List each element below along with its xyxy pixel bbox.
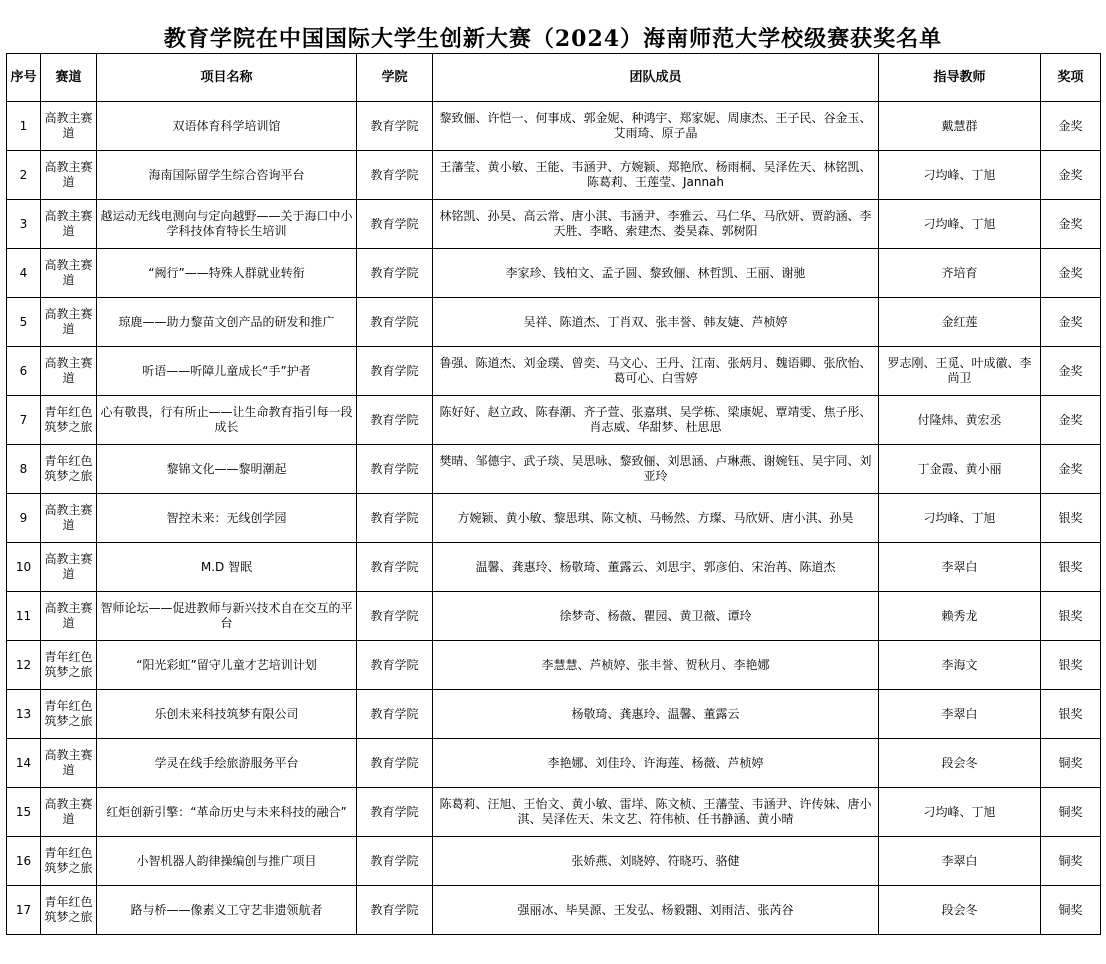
cell-project: 智师论坛——促进教师与新兴技术自在交互的平台 [97,592,357,641]
cell-no: 1 [7,102,41,151]
cell-tutor: 李翠白 [879,543,1041,592]
table-row [7,396,1101,445]
cell-tutor: 丁金霞、黄小丽 [879,445,1041,494]
cell-team: 李家珍、钱柏文、孟子圆、黎致俪、林哲凯、王丽、谢驰 [433,249,879,298]
table-row [7,151,1101,200]
cell-project: 小智机器人韵律操编创与推广项目 [97,837,357,886]
cell-track: 高教主赛道 [41,739,97,788]
cell-team: 李艳娜、刘佳玲、许海莲、杨薇、芦桢婷 [433,739,879,788]
cell-tutor: 段会冬 [879,739,1041,788]
cell-project: 黎锦文化——黎明潮起 [97,445,357,494]
cell-track: 青年红色筑梦之旅 [41,837,97,886]
cell-team: 樊晴、邹德宇、武子琰、吴思咏、黎致俪、刘思涵、卢琳燕、谢婉钰、吴宇同、刘亚玲 [433,445,879,494]
cell-school: 教育学院 [357,151,433,200]
cell-track: 青年红色筑梦之旅 [41,690,97,739]
cell-tutor: 刁均峰、丁旭 [879,151,1041,200]
cell-no: 10 [7,543,41,592]
cell-no: 15 [7,788,41,837]
cell-school: 教育学院 [357,886,433,935]
header-tutor: 指导教师 [879,54,1041,102]
table-row [7,494,1101,543]
cell-project: M.D 智眠 [97,543,357,592]
cell-team: 李慧慧、芦桢婷、张丰誉、贺秋月、李艳娜 [433,641,879,690]
cell-project: “阳光彩虹”留守儿童才艺培训计划 [97,641,357,690]
cell-award: 金奖 [1041,445,1101,494]
header-team: 团队成员 [433,54,879,102]
cell-tutor: 刁均峰、丁旭 [879,788,1041,837]
cell-award: 金奖 [1041,200,1101,249]
cell-school: 教育学院 [357,396,433,445]
cell-award: 铜奖 [1041,788,1101,837]
cell-track: 高教主赛道 [41,249,97,298]
cell-no: 14 [7,739,41,788]
cell-tutor: 赖秀龙 [879,592,1041,641]
cell-track: 高教主赛道 [41,102,97,151]
table-row [7,837,1101,886]
header-project: 项目名称 [97,54,357,102]
cell-project: 听语——听障儿童成长“手”护者 [97,347,357,396]
table-row [7,249,1101,298]
cell-no: 2 [7,151,41,200]
cell-project: 越运动无线电测向与定向越野——关于海口中小学科技体育特长生培训 [97,200,357,249]
cell-no: 4 [7,249,41,298]
cell-no: 5 [7,298,41,347]
cell-no: 16 [7,837,41,886]
cell-no: 8 [7,445,41,494]
cell-project: 琼鹿——助力黎苗文创产品的研发和推广 [97,298,357,347]
cell-tutor: 刁均峰、丁旭 [879,494,1041,543]
cell-school: 教育学院 [357,494,433,543]
cell-track: 青年红色筑梦之旅 [41,886,97,935]
cell-school: 教育学院 [357,445,433,494]
table-row [7,298,1101,347]
cell-tutor: 付隆炜、黄宏丞 [879,396,1041,445]
cell-track: 高教主赛道 [41,151,97,200]
cell-team: 陈葛莉、汪旭、王怡文、黄小敏、雷垟、陈文桢、王藩莹、韦涵尹、许传妹、唐小淇、吴泽佐天、朱文艺、符伟桢、任书静涵、黄小晴 [433,788,879,837]
cell-award: 金奖 [1041,347,1101,396]
cell-team: 徐梦奇、杨薇、瞿园、黄卫薇、谭玲 [433,592,879,641]
cell-track: 高教主赛道 [41,494,97,543]
cell-team: 杨敬琦、龚惠玲、温馨、董露云 [433,690,879,739]
cell-tutor: 金红莲 [879,298,1041,347]
header-no: 序号 [7,54,41,102]
header-row [7,54,1101,102]
cell-award: 金奖 [1041,298,1101,347]
cell-tutor: 李翠白 [879,690,1041,739]
cell-no: 3 [7,200,41,249]
cell-tutor: 李翠白 [879,837,1041,886]
table-row [7,102,1101,151]
cell-track: 高教主赛道 [41,592,97,641]
cell-no: 17 [7,886,41,935]
cell-school: 教育学院 [357,347,433,396]
awards-table [6,53,1101,935]
header-award: 奖项 [1041,54,1101,102]
cell-school: 教育学院 [357,298,433,347]
cell-tutor: 罗志刚、王觅、叶成徽、李尚卫 [879,347,1041,396]
cell-project: 智控未来：无线创学园 [97,494,357,543]
cell-school: 教育学院 [357,543,433,592]
table-row [7,641,1101,690]
cell-team: 温馨、龚惠玲、杨敬琦、董露云、刘思宇、郭彦伯、宋治苒、陈道杰 [433,543,879,592]
cell-project: 双语体育科学培训馆 [97,102,357,151]
cell-team: 林铭凯、孙昊、高云常、唐小淇、韦涵尹、李雅云、马仁华、马欣妍、贾韵涵、李天胜、李略、索建杰、娄昊森、郭树阳 [433,200,879,249]
table-row [7,886,1101,935]
cell-school: 教育学院 [357,788,433,837]
cell-team: 黎致俪、许恺一、何事成、郭金妮、种鸿宇、郑家妮、周康杰、王子民、谷金玉、艾雨琦、原子晶 [433,102,879,151]
cell-award: 铜奖 [1041,886,1101,935]
cell-tutor: 戴慧群 [879,102,1041,151]
cell-award: 金奖 [1041,151,1101,200]
cell-award: 金奖 [1041,102,1101,151]
cell-team: 强丽冰、毕昊源、王发弘、杨毅翾、刘雨洁、张芮谷 [433,886,879,935]
table-row [7,445,1101,494]
cell-award: 金奖 [1041,249,1101,298]
cell-no: 13 [7,690,41,739]
cell-project: “阙行”——特殊人群就业转衔 [97,249,357,298]
cell-no: 9 [7,494,41,543]
cell-no: 7 [7,396,41,445]
cell-no: 12 [7,641,41,690]
cell-project: 学灵在线手绘旅游服务平台 [97,739,357,788]
cell-team: 方婉颖、黄小敏、黎思琪、陈文桢、马畅然、方璨、马欣妍、唐小淇、孙昊 [433,494,879,543]
cell-award: 银奖 [1041,641,1101,690]
cell-school: 教育学院 [357,200,433,249]
cell-project: 乐创未来科技筑梦有限公司 [97,690,357,739]
cell-tutor: 刁均峰、丁旭 [879,200,1041,249]
cell-award: 金奖 [1041,396,1101,445]
table-row [7,739,1101,788]
cell-tutor: 李海文 [879,641,1041,690]
cell-track: 高教主赛道 [41,347,97,396]
header-track: 赛道 [41,54,97,102]
cell-track: 青年红色筑梦之旅 [41,396,97,445]
table-row [7,690,1101,739]
cell-school: 教育学院 [357,739,433,788]
cell-school: 教育学院 [357,592,433,641]
cell-tutor: 段会冬 [879,886,1041,935]
cell-award: 银奖 [1041,592,1101,641]
table-row [7,592,1101,641]
cell-award: 银奖 [1041,494,1101,543]
cell-no: 11 [7,592,41,641]
cell-award: 银奖 [1041,690,1101,739]
cell-track: 青年红色筑梦之旅 [41,445,97,494]
cell-team: 陈好好、赵立政、陈春潮、齐子萱、张嘉琪、吴学栋、梁康妮、覃靖雯、焦子彤、肖志威、华甜梦、杜思思 [433,396,879,445]
table-row [7,200,1101,249]
cell-award: 铜奖 [1041,837,1101,886]
cell-project: 海南国际留学生综合咨询平台 [97,151,357,200]
table-row [7,543,1101,592]
cell-track: 高教主赛道 [41,543,97,592]
table-row [7,347,1101,396]
cell-track: 高教主赛道 [41,788,97,837]
cell-project: 路与桥——像素义工守艺非遗领航者 [97,886,357,935]
cell-team: 王藩莹、黄小敏、王能、韦涵尹、方婉颖、郑艳欣、杨雨桐、吴泽佐天、林铭凯、陈葛莉、王莲莹、Jannah [433,151,879,200]
cell-school: 教育学院 [357,641,433,690]
cell-no: 6 [7,347,41,396]
header-school: 学院 [357,54,433,102]
cell-team: 吴祥、陈道杰、丁肖双、张丰誉、韩友婕、芦桢婷 [433,298,879,347]
cell-school: 教育学院 [357,690,433,739]
cell-project: 心有敬畏，行有所止——让生命教育指引每一段成长 [97,396,357,445]
cell-tutor: 齐培育 [879,249,1041,298]
cell-school: 教育学院 [357,249,433,298]
cell-school: 教育学院 [357,837,433,886]
cell-school: 教育学院 [357,102,433,151]
cell-team: 张娇燕、刘晓婷、符晓巧、骆健 [433,837,879,886]
cell-project: 红炬创新引擎：“革命历史与未来科技的融合” [97,788,357,837]
cell-award: 铜奖 [1041,739,1101,788]
cell-track: 高教主赛道 [41,200,97,249]
cell-track: 高教主赛道 [41,298,97,347]
table-row [7,788,1101,837]
cell-team: 鲁强、陈道杰、刘金璞、曾奕、马文心、王丹、江南、张炳月、魏语卿、张欣怡、葛可心、白雪婷 [433,347,879,396]
cell-award: 银奖 [1041,543,1101,592]
document-title: 教育学院在中国国际大学生创新大赛（2024）海南师范大学校级赛获奖名单 [163,26,943,52]
cell-track: 青年红色筑梦之旅 [41,641,97,690]
